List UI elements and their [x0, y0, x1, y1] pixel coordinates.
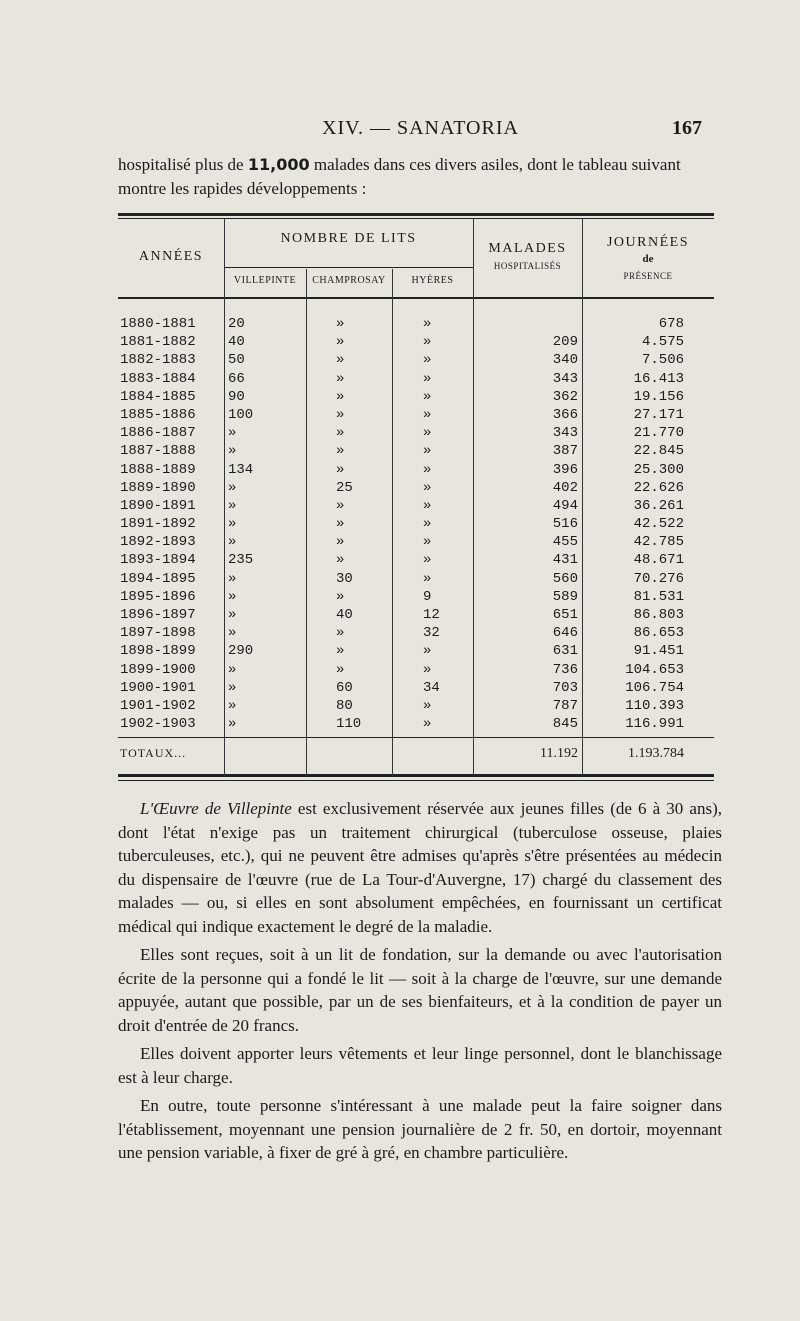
cell-hyeres: » — [423, 479, 432, 496]
intro-paragraph — [118, 153, 714, 201]
table-row — [118, 425, 714, 443]
table-top-rule — [118, 213, 714, 216]
table-row — [118, 698, 714, 716]
cell-hyeres: » — [423, 316, 432, 332]
cell-champrosay: 40 — [336, 607, 353, 623]
cell-villepinte: » — [228, 679, 237, 696]
totals-top-rule — [118, 737, 714, 738]
intro-bold-number: 11,000 — [247, 155, 310, 174]
header-annees: ANNÉES — [138, 249, 204, 264]
cell-villepinte: 100 — [228, 406, 254, 423]
totals-row — [118, 746, 714, 766]
cell-champrosay: 25 — [336, 479, 353, 496]
cell-annee: 1885-1886 — [120, 406, 196, 423]
cell-villepinte: 66 — [228, 370, 245, 387]
cell-journees: 86.803 — [633, 607, 684, 623]
cell-champrosay: » — [336, 643, 345, 660]
table-row — [118, 589, 714, 607]
cell-malades: 343 — [552, 425, 578, 442]
paragraph — [118, 1042, 722, 1089]
cell-malades: 589 — [552, 588, 578, 605]
cell-hyeres: » — [423, 370, 432, 387]
cell-journees: 91.451 — [633, 643, 684, 660]
cell-villepinte: » — [228, 588, 237, 605]
cell-hyeres: » — [423, 534, 432, 551]
intro-text-before: hospitalisé plus de — [118, 155, 248, 174]
header-de: de — [642, 253, 654, 265]
table-row — [118, 516, 714, 534]
table-row — [118, 662, 714, 680]
cell-champrosay: » — [336, 625, 345, 642]
cell-annee: 1886-1887 — [120, 425, 196, 442]
cell-annee: 1900-1901 — [120, 679, 196, 696]
cell-villepinte: » — [228, 534, 237, 551]
cell-journees: 19.156 — [633, 388, 684, 405]
cell-malades: 736 — [552, 661, 578, 678]
cell-malades: 431 — [552, 552, 578, 569]
cell-annee: 1890-1891 — [120, 497, 196, 514]
cell-malades: 387 — [552, 443, 578, 460]
cell-champrosay: » — [336, 406, 345, 423]
cell-villepinte: 90 — [228, 388, 245, 405]
cell-malades: 631 — [552, 643, 578, 660]
cell-hyeres: » — [423, 570, 432, 587]
cell-annee: 1897-1898 — [120, 625, 196, 642]
cell-villepinte: » — [228, 716, 237, 733]
subheader-rule — [224, 267, 473, 268]
cell-hyeres: » — [423, 406, 432, 423]
header-journees: JOURNÉES — [606, 235, 689, 250]
cell-villepinte: » — [228, 661, 237, 678]
cell-hyeres: » — [423, 716, 432, 733]
cell-journees: 86.653 — [633, 625, 684, 642]
cell-hyeres: » — [423, 388, 432, 405]
page-number: 167 — [672, 117, 702, 139]
cell-annee: 1884-1885 — [120, 388, 196, 405]
cell-annee: 1891-1892 — [120, 516, 196, 533]
cell-annee: 1893-1894 — [120, 552, 196, 569]
cell-annee: 1899-1900 — [120, 661, 196, 678]
table-row — [118, 316, 714, 334]
cell-hyeres: » — [423, 661, 432, 678]
header-nombre-de-lits: NOMBRE DE LITS — [280, 231, 417, 246]
table-row — [118, 571, 714, 589]
cell-champrosay: » — [336, 534, 345, 551]
cell-hyeres: 32 — [423, 625, 440, 642]
table-row — [118, 407, 714, 425]
cell-villepinte: » — [228, 570, 237, 587]
table-row — [118, 389, 714, 407]
cell-villepinte: 235 — [228, 552, 254, 569]
cell-malades: 646 — [552, 625, 578, 642]
cell-villepinte: » — [228, 443, 237, 460]
cell-annee: 1889-1890 — [120, 479, 196, 496]
cell-annee: 1892-1893 — [120, 534, 196, 551]
paragraph — [118, 943, 722, 1037]
cell-villepinte: 290 — [228, 643, 254, 660]
cell-champrosay: 80 — [336, 697, 353, 714]
table-row — [118, 680, 714, 698]
cell-champrosay: » — [336, 516, 345, 533]
cell-villepinte: 40 — [228, 334, 245, 351]
cell-malades: 787 — [552, 697, 578, 714]
cell-annee: 1882-1883 — [120, 352, 196, 369]
cell-annee: 1881-1882 — [120, 334, 196, 351]
table-row — [118, 607, 714, 625]
cell-journees: 22.626 — [633, 479, 684, 496]
cell-annee: 1887-1888 — [120, 443, 196, 460]
cell-hyeres: 9 — [423, 588, 432, 605]
cell-malades: 703 — [552, 679, 578, 696]
cell-journees: 7.506 — [641, 352, 684, 369]
cell-malades: 651 — [552, 607, 578, 623]
intro-text-after: malades dans ces divers asiles, dont le tableau suivant montre les rapides développements : — [118, 155, 681, 198]
table-row — [118, 716, 714, 734]
header-bottom-rule — [118, 297, 714, 299]
cell-malades: 560 — [552, 570, 578, 587]
cell-malades: 362 — [552, 388, 578, 405]
cell-villepinte: » — [228, 607, 237, 623]
cell-journees: 48.671 — [633, 552, 684, 569]
paragraph-italic: L'Œuvre de Villepinte — [140, 799, 292, 818]
table-row — [118, 371, 714, 389]
cell-villepinte: 134 — [228, 461, 254, 478]
table-bottom-rule-thin — [118, 780, 714, 781]
cell-annee: 1901-1902 — [120, 697, 196, 714]
cell-journees: 81.531 — [633, 588, 684, 605]
cell-annee: 1883-1884 — [120, 370, 196, 387]
header-champrosay: CHAMPROSAY — [312, 275, 386, 286]
cell-champrosay: 60 — [336, 679, 353, 696]
cell-hyeres: » — [423, 425, 432, 442]
cell-champrosay: 30 — [336, 570, 353, 587]
cell-journees: 21.770 — [633, 425, 684, 442]
cell-champrosay: » — [336, 352, 345, 369]
cell-champrosay: » — [336, 552, 345, 569]
cell-hyeres: » — [423, 697, 432, 714]
cell-annee: 1898-1899 — [120, 643, 196, 660]
table-row — [118, 443, 714, 461]
cell-hyeres: 12 — [423, 607, 440, 623]
cell-champrosay: » — [336, 334, 345, 351]
cell-hyeres: » — [423, 497, 432, 514]
table-row — [118, 480, 714, 498]
running-title: XIV. — SANATORIA — [322, 117, 519, 139]
table-body — [118, 316, 714, 734]
header-hyeres: HYÈRES — [411, 275, 454, 286]
cell-villepinte: 20 — [228, 316, 245, 332]
cell-journees: 110.393 — [625, 697, 684, 714]
header-presence: PRÉSENCE — [623, 271, 673, 281]
cell-journees: 36.261 — [633, 497, 684, 514]
table-row — [118, 625, 714, 643]
cell-champrosay: » — [336, 588, 345, 605]
cell-champrosay: » — [336, 425, 345, 442]
cell-annee: 1902-1903 — [120, 716, 196, 733]
cell-malades: 402 — [552, 479, 578, 496]
totals-malades: 11.192 — [540, 746, 578, 761]
cell-champrosay: » — [336, 443, 345, 460]
body-text — [118, 797, 722, 1170]
table-row — [118, 552, 714, 570]
cell-villepinte: » — [228, 425, 237, 442]
cell-journees: 22.845 — [633, 443, 684, 460]
paragraph-text: Elles sont reçues, soit à un lit de fondation, sur la demande ou avec l'autorisation écrite de la personne qui a fondé le lit — soit à la charge de l'œuvre, sur une demande appuyée, autant que possible, par un de ses bienfaiteurs, et à la condition de payer un droit d'entrée de 20 francs. — [118, 945, 722, 1035]
cell-villepinte: 50 — [228, 352, 245, 369]
table-row — [118, 643, 714, 661]
cell-hyeres: » — [423, 443, 432, 460]
statistics-table — [118, 209, 714, 789]
cell-malades: 343 — [552, 370, 578, 387]
cell-champrosay: » — [336, 461, 345, 478]
table-row — [118, 462, 714, 480]
cell-villepinte: » — [228, 625, 237, 642]
cell-annee: 1894-1895 — [120, 570, 196, 587]
cell-journees: 42.785 — [633, 534, 684, 551]
table-bottom-rule — [118, 774, 714, 777]
table-row — [118, 534, 714, 552]
paragraph-text: est exclusivement réservée aux jeunes filles (de 6 à 30 ans), dont l'état n'exige pas un traitement chirurgical (tuberculose osseuse, plaies tuberculeuses, etc.), qui ne peuvent être admises qu'après s'être présentées au médecin du dispensaire de l'œuvre (rue de La Tour-d'Auvergne, 17) chargé du classement des malades — ou, si elles en sont absolument empêchées, en fournissant un certificat médical qui indique exactement le degré de la maladie. — [118, 799, 722, 936]
cell-annee: 1895-1896 — [120, 588, 196, 605]
cell-hyeres: » — [423, 334, 432, 351]
cell-hyeres: 34 — [423, 679, 440, 696]
cell-villepinte: » — [228, 697, 237, 714]
header-villepinte: VILLEPINTE — [233, 275, 297, 286]
cell-annee: 1896-1897 — [120, 607, 196, 623]
cell-malades: 366 — [552, 406, 578, 423]
cell-hyeres: » — [423, 352, 432, 369]
cell-hyeres: » — [423, 461, 432, 478]
header-malades: MALADES — [488, 241, 567, 256]
totals-label: TOTAUX... — [120, 746, 187, 760]
cell-champrosay: » — [336, 316, 345, 332]
cell-malades: 455 — [552, 534, 578, 551]
cell-journees: 42.522 — [633, 516, 684, 533]
cell-champrosay: » — [336, 661, 345, 678]
paragraph-text: Elles doivent apporter leurs vêtements et leur linge personnel, dont le blanchissage est à leur charge. — [118, 1044, 722, 1087]
cell-journees: 70.276 — [633, 570, 684, 587]
cell-malades: 396 — [552, 461, 578, 478]
cell-hyeres: » — [423, 643, 432, 660]
cell-malades: 516 — [552, 516, 578, 533]
table-row — [118, 352, 714, 370]
cell-champrosay: » — [336, 370, 345, 387]
cell-villepinte: » — [228, 497, 237, 514]
cell-journees: 16.413 — [633, 370, 684, 387]
table-top-rule-thin — [118, 218, 714, 219]
cell-hyeres: » — [423, 516, 432, 533]
cell-malades: 494 — [552, 497, 578, 514]
table-row — [118, 334, 714, 352]
cell-journees: 27.171 — [633, 406, 684, 423]
cell-journees: 106.754 — [625, 679, 684, 696]
cell-champrosay: » — [336, 497, 345, 514]
cell-villepinte: » — [228, 516, 237, 533]
page-header — [0, 117, 800, 139]
cell-hyeres: » — [423, 552, 432, 569]
paragraph-text: En outre, toute personne s'intéressant à une malade peut la faire soigner dans l'établissement, moyennant une pension journalière de 2 fr. 50, en dortoir, moyennant une pension variable, à fixer de gré à gré, en chambre particulière. — [118, 1096, 722, 1162]
totals-journees: 1.193.784 — [628, 746, 684, 761]
cell-journees: 678 — [658, 316, 684, 332]
cell-journees: 104.653 — [625, 661, 684, 678]
cell-annee: 1880-1881 — [120, 316, 196, 332]
cell-malades: 340 — [552, 352, 578, 369]
cell-champrosay: » — [336, 388, 345, 405]
cell-annee: 1888-1889 — [120, 461, 196, 478]
paragraph — [118, 1094, 722, 1165]
paragraph — [118, 797, 722, 938]
cell-malades: 209 — [552, 334, 578, 351]
cell-malades: 845 — [552, 716, 578, 733]
cell-journees: 116.991 — [625, 716, 684, 733]
cell-journees: 4.575 — [641, 334, 684, 351]
cell-journees: 25.300 — [633, 461, 684, 478]
table-row — [118, 498, 714, 516]
header-hospitalises: HOSPITALISÉS — [493, 261, 562, 271]
cell-champrosay: 110 — [336, 716, 362, 733]
cell-villepinte: » — [228, 479, 237, 496]
